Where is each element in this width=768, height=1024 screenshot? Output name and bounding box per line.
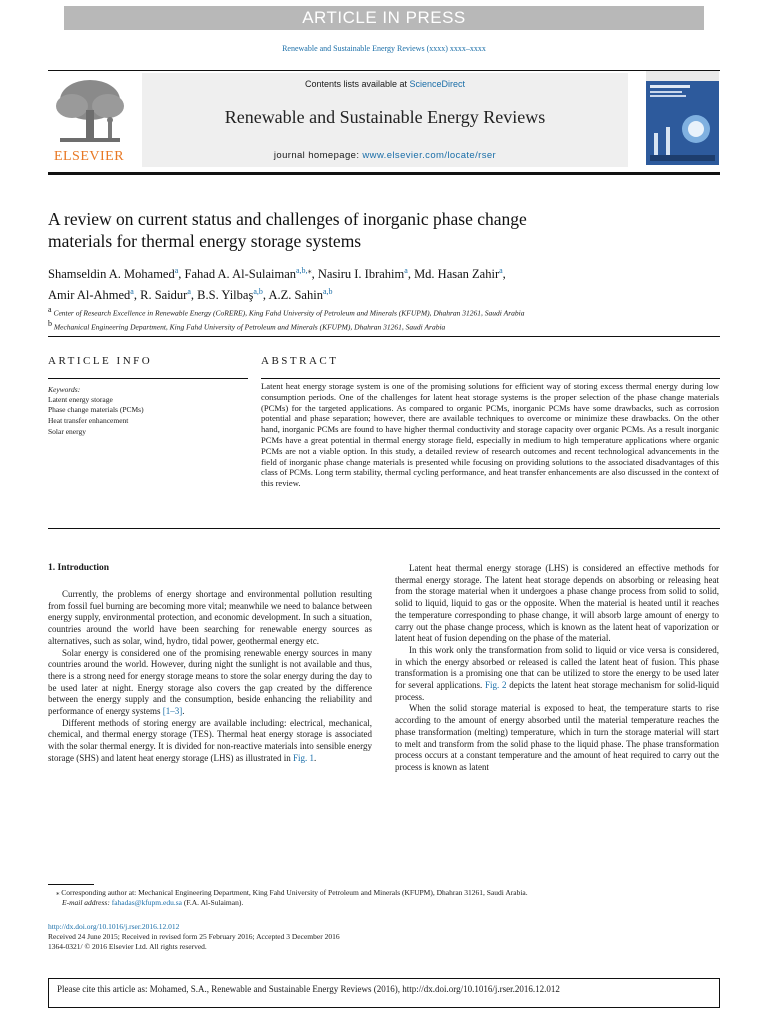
paragraph: Currently, the problems of energy shortage and environmental pollution resulting from fossil fuel burning are becoming more vital; meanwhile we need to balance between energy supply, environmental protection, and economic development. In such a situation, countries around the world have been searching for renewable energy sources as alternatives, such as solar, wind, hydro, tidal power, geothermal energy etc. bbox=[48, 589, 372, 646]
email-suffix: (F.A. Al-Sulaiman). bbox=[181, 898, 244, 907]
copyright-line: 1364-0321/ © 2016 Elsevier Ltd. All rights reserved. bbox=[48, 942, 207, 951]
author-list: Shamseldin A. Mohamed$^a$, Fahad A. Al-Sulaiman$^{a,b,⁎}$, Nasiru I. Ibrahim$^a$, Md. Hasan Zahir$^a$, Amir Al-Ahmed$^a$, R. Saidur$^a$, B.S. Yilbaş$^{a,b}$, A.Z. Sahin$^{a,b}$ bbox=[48, 266, 506, 303]
paragraph-text: In this work only the transformation from solid to liquid or vice versa is considered, in which the energy absorbed or released is called the latent heat of fusion. This phase transformation is a promising one that can be utilized to store the energy to be used later for several applications. bbox=[395, 644, 719, 691]
abstract-bottom-rule bbox=[48, 528, 720, 529]
reference-link[interactable]: [1–3] bbox=[162, 706, 183, 717]
corresponding-author-note: Corresponding author at: Mechanical Engineering Department, King Fahd University of Petroleum and Minerals (KFUPM), Dhahran 31261, Saudi Arabia. bbox=[61, 888, 528, 897]
journal-title: Renewable and Sustainable Energy Reviews bbox=[224, 107, 546, 127]
figure-link[interactable]: Fig. 2 bbox=[484, 680, 507, 691]
publication-info bbox=[48, 922, 720, 952]
article-title-line-1: A review on current status and challenges of inorganic phase change bbox=[48, 209, 527, 229]
paragraph: Solar energy is considered one of the promising renewable energy sources in many countries around the world. However, during night the sunlight is not available and thus, there is a strong need for energy storage means to store the solar energy during the day to be used later at night. Energy storage also covers the gap created by the difference between the energy supply and the consumption, beside enhancing the reliability and performance of energy systems [1–3]. bbox=[48, 647, 372, 717]
author-name[interactable]: Fahad A. Al-Sulaiman bbox=[184, 267, 296, 282]
elsevier-tree-logo bbox=[50, 76, 130, 148]
header-bottom-rule bbox=[48, 172, 720, 175]
doi-link[interactable]: http://dx.doi.org/10.1016/j.rser.2016.12.012 bbox=[48, 922, 180, 931]
introduction-heading: 1. Introduction bbox=[48, 563, 110, 573]
keywords-label: Keywords: bbox=[48, 385, 81, 394]
homepage-link[interactable]: www.elsevier.com/locate/rser bbox=[362, 150, 497, 161]
cite-this-article-text: Please cite this article as: Mohamed, S.A., Renewable and Sustainable Energy Reviews (2016), http://dx.doi.org/10.1016/j.rser.2016.12.012 bbox=[57, 984, 560, 994]
left-column bbox=[48, 589, 372, 765]
email-link[interactable]: fahadas@kfupm.edu.sa bbox=[111, 898, 182, 907]
elsevier-wordmark: ELSEVIER bbox=[53, 149, 125, 164]
article-in-press-banner: ARTICLE IN PRESS bbox=[64, 6, 704, 30]
author-name[interactable]: R. Saidur bbox=[140, 288, 188, 303]
affiliations: $^a$ Center of Research Excellence in Renewable Energy (CoRERE), King Fahd University of Petroleum and Minerals (KFUPM), Dhahran 31261, Saudi Arabia $^b$ Mechanical Engineering Department, King Fahd University of Petroleum and Minerals (KFUPM), Dhahran 31261, Saudi Arabia bbox=[48, 305, 525, 331]
contents-prefix: Contents lists available at bbox=[304, 79, 410, 89]
email-label: E-mail address: bbox=[62, 898, 112, 907]
keyword-item: Heat transfer enhancement bbox=[48, 416, 129, 425]
journal-cover-image bbox=[646, 71, 719, 165]
keyword-item: Phase change materials (PCMs) bbox=[48, 405, 144, 414]
paragraph-text: depicts the latent heat storage mechanism for solid-liquid process. bbox=[395, 680, 719, 702]
paragraph-text: Solar energy is considered one of the promising renewable energy sources in many countries around the world. However, during night the sunlight is not available and thus, there is a strong need for energy storage means to store the solar energy during the day to be used later at night. Energy storage also covers the gap created by the difference between the energy supply and the consumption, beside enhancing the reliability and performance of energy systems bbox=[48, 647, 372, 717]
footnote-rule bbox=[48, 884, 94, 885]
author-name[interactable]: Amir Al-Ahmed bbox=[48, 288, 131, 303]
article-info-rule bbox=[48, 378, 248, 379]
author-name[interactable]: Shamseldin A. Mohamed bbox=[48, 267, 175, 282]
article-info-heading: ARTICLE INFO bbox=[48, 355, 153, 367]
keyword-item: Latent energy storage bbox=[48, 395, 113, 404]
corresponding-footnote: ⁎ Corresponding author at: Mechanical Engineering Department, King Fahd University of Petroleum and Minerals (KFUPM), Dhahran 31261, Saudi Arabia. E-mail address: fahadas@kfupm.edu.sa (F.A. Al-Sulaiman). bbox=[56, 888, 528, 907]
abstract-rule bbox=[261, 378, 720, 379]
paragraph: When the solid storage material is exposed to heat, the temperature starts to rise according to the amount of energy absorbed until the material temperature reaches the phase transformation (melting) temperature, which in turn the storage material will start to melt and transform from the solid phase to the liquid phase. The phase transformation process occurs at a constant temperature and the amount of heat required to carry out the process is known as latent bbox=[395, 703, 719, 772]
keyword-item: Solar energy bbox=[48, 427, 86, 436]
sciencedirect-link[interactable]: ScienceDirect bbox=[409, 79, 466, 89]
author-name[interactable]: Md. Hasan Zahir bbox=[414, 267, 500, 282]
journal-citation-line: Renewable and Sustainable Energy Reviews (xxxx) xxxx–xxxx bbox=[282, 44, 486, 53]
figure-link[interactable]: Fig. 1 bbox=[293, 752, 315, 763]
paragraph bbox=[395, 645, 719, 704]
paragraph: Latent heat thermal energy storage (LHS) is considered an effective methods for thermal energy storage. The latent heat storage depends on absorbing or releasing heat from the storage material when it undergoes a phase change process from solid to solid, solid to liquid, liquid to gas or the opposite. When the material is heated until it reaches the temperature corresponding to phase change, it will absorb large amount of energy to carry out the phase change process, which is known as the latent heat of vaporization or latent heat of fusion depending on the phase of the material. bbox=[395, 563, 719, 644]
homepage-prefix: journal homepage: bbox=[273, 150, 363, 161]
author-name[interactable]: Nasiru I. Ibrahim bbox=[317, 267, 405, 282]
header-top-rule bbox=[48, 70, 720, 71]
cite-this-article-box bbox=[48, 978, 720, 1008]
author-name[interactable]: B.S. Yilbaş bbox=[197, 288, 254, 303]
abstract-text: Latent heat energy storage system is one of the promising solutions for efficient way of storing excess thermal energy during low consumption periods. One of the challenges for latent heat storage systems is the proper selection of the phase change materials (PCMs) for the targeted applications. As compared to organic PCMs, inorganic PCMs have some drawbacks, such as corrosion potential and phase separation; however, there are available techniques to overcome or minimize these drawbacks. On the other hand, inorganic PCMs are found to have higher thermal conductivity and storage capacity over organic PCMs. As a result inorganic PCMs have a great potential in thermal energy storage field, especially in medium to high temperature applications where organic PCMs are not a viable option. In this study, a detailed review of research outcomes and recent technological advancements in the field of inorganic phase change materials is presented while focusing on providing solutions to the associated disadvantages of this class of PCMs. Long term stability, thermal cycling performance, and heat transfer enhancements are also discussed in the context of this review. bbox=[261, 381, 719, 489]
affiliations-rule bbox=[48, 336, 720, 337]
contents-available bbox=[142, 79, 628, 89]
paragraph-text: Different methods of storing energy are available including: electrical, mechanical, chemical, and thermal energy storage (TES). Thermal heat energy storage is associated with the solar thermal energy. It is divided for non-reactive materials into sensible energy storage (SHS) and latent heat energy storage (LHS) as illustrated in bbox=[48, 717, 372, 763]
affiliation-a: Center of Research Excellence in Renewable Energy (CoRERE), King Fahd University of Petroleum and Minerals (KFUPM), Dhahran 31261, Saudi Arabia bbox=[53, 308, 525, 318]
abstract-heading: ABSTRACT bbox=[261, 355, 339, 367]
author-name[interactable]: A.Z. Sahin bbox=[268, 288, 323, 303]
article-title bbox=[48, 208, 648, 252]
journal-homepage bbox=[142, 150, 628, 161]
received-dates: Received 24 June 2015; Received in revised form 25 February 2016; Accepted 3 December 2016 bbox=[48, 932, 340, 941]
affiliation-b: Mechanical Engineering Department, King Fahd University of Petroleum and Minerals (KFUPM), Dhahran 31261, Saudi Arabia bbox=[53, 322, 446, 331]
right-column bbox=[395, 563, 719, 774]
article-title-line-2: materials for thermal energy storage systems bbox=[48, 231, 362, 251]
paragraph: Different methods of storing energy are available including: electrical, mechanical, chemical, and thermal energy storage (TES). Thermal heat energy storage is associated with the solar thermal energy. It is divided for non-reactive materials into sensible energy storage (SHS) and latent heat energy storage (LHS) as illustrated in Fig. 1. bbox=[48, 717, 372, 763]
